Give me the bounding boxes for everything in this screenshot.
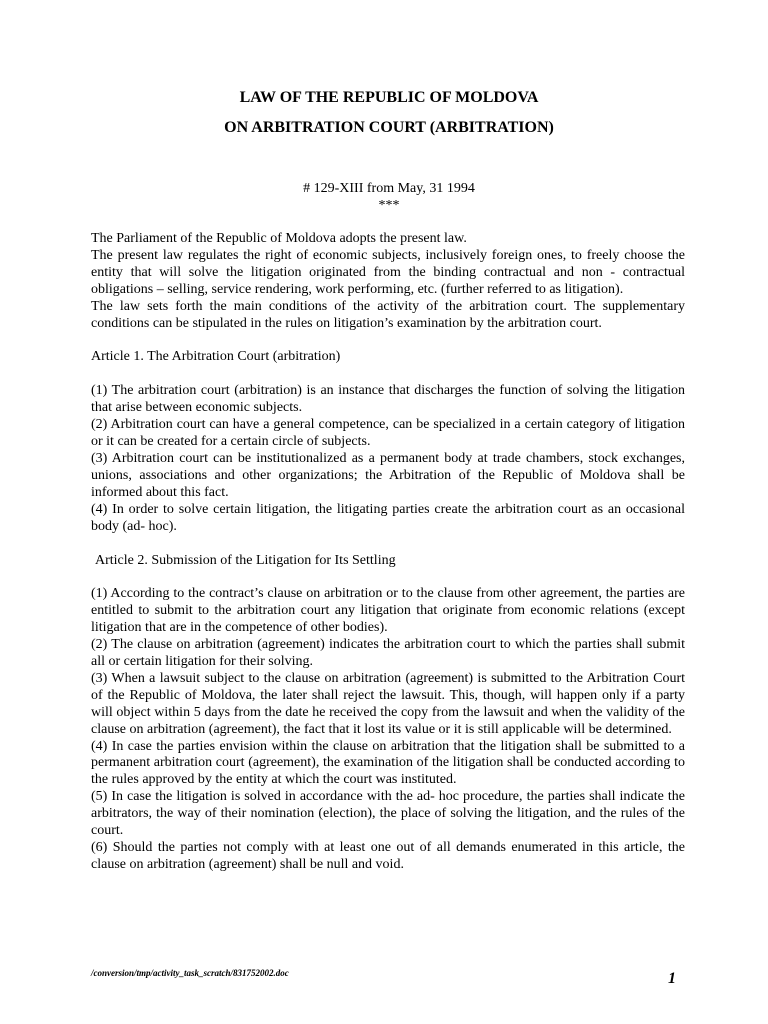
article-2-paragraph: (1) According to the contract’s clause on arbitration or to the clause from other agreement, the parties are entitled to submit to the arbitration court any litigation that originate from economic relations (except litigation that are in the competence of other bodies). — [91, 586, 685, 636]
page-number: 1 — [668, 970, 676, 987]
article-1-paragraph: (2) Arbitration court can have a general competence, can be specialized in a certain category of litigation or it can be created for a certain circle of subjects. — [91, 417, 685, 450]
intro-paragraph: The law sets forth the main conditions of the activity of the arbitration court. The supplementary conditions can be stipulated in the rules on litigation’s examination by the arbitration court. — [91, 298, 685, 331]
intro-paragraph: The Parliament of the Republic of Moldova adopts the present law. — [91, 231, 467, 246]
article-1-heading: Article 1. The Arbitration Court (arbitration) — [91, 349, 341, 365]
document-title-line-1: LAW OF THE REPUBLIC OF MOLDOVA — [239, 89, 539, 106]
article-2-paragraph: (6) Should the parties not comply with at least one out of all demands enumerated in this article, the clause on arbitration (agreement) shall be null and void. — [91, 840, 685, 872]
article-1-paragraph: (3) Arbitration court can be institutionalized as a permanent body at trade chambers, stock exchanges, unions, associations and other organizations; the Arbitration of the Republic of Moldova shall be informed about this fact. — [91, 450, 685, 500]
article-1-paragraph: (4) In order to solve certain litigation, the litigating parties create the arbitration court as an occasional body (ad- hoc). — [91, 501, 685, 534]
article-2-paragraph: (5) In case the litigation is solved in accordance with the ad- hoc procedure, the parties shall indicate the arbitrators, the way of their nomination (election), the place of solving the litigation, and the rules of the court. — [91, 789, 685, 839]
footer-file-path: /conversion/tmp/activity_task_scratch/831752002.doc — [91, 968, 289, 978]
separator-asterisks: *** — [378, 198, 400, 213]
document-title-line-2: ON ARBITRATION COURT (ARBITRATION) — [224, 119, 554, 136]
article-2-paragraph: (2) The clause on arbitration (agreement) indicates the arbitration court to which the parties shall submit all or certain litigation for their solving. — [91, 637, 685, 670]
intro-paragraph: The present law regulates the right of economic subjects, inclusively foreign ones, to freely choose the entity that will solve the litigation originated from the binding contractual and non - contractual obligations – selling, service rendering, work performing, etc. (further referred to as litigation). — [91, 247, 685, 297]
document-body — [91, 231, 685, 874]
law-reference: # 129-XIII from May, 31 1994 — [303, 181, 475, 196]
article-1-paragraph: (1) The arbitration court (arbitration) is an instance that discharges the function of solving the litigation that arise between economic subjects. — [91, 383, 685, 416]
article-2-paragraph: (4) In case the parties envision within the clause on arbitration that the litigation shall be submitted to a permanent arbitration court (agreement), the examination of the litigation shall be conducted according to the rules approved by the entity at which the court was instituted. — [91, 738, 685, 788]
article-2-paragraph: (3) When a lawsuit subject to the clause on arbitration (agreement) is submitted to the Arbitration Court of the Republic of Moldova, the later shall reject the lawsuit. This, though, will happen only if a party will object within 5 days from the date he received the copy from the lawsuit and when the validity of the clause on arbitration (agreement), the fact that it lost its value or it is still applicable will be determined. — [91, 670, 685, 737]
article-2-heading: Article 2. Submission of the Litigation for Its Settling — [95, 552, 396, 568]
